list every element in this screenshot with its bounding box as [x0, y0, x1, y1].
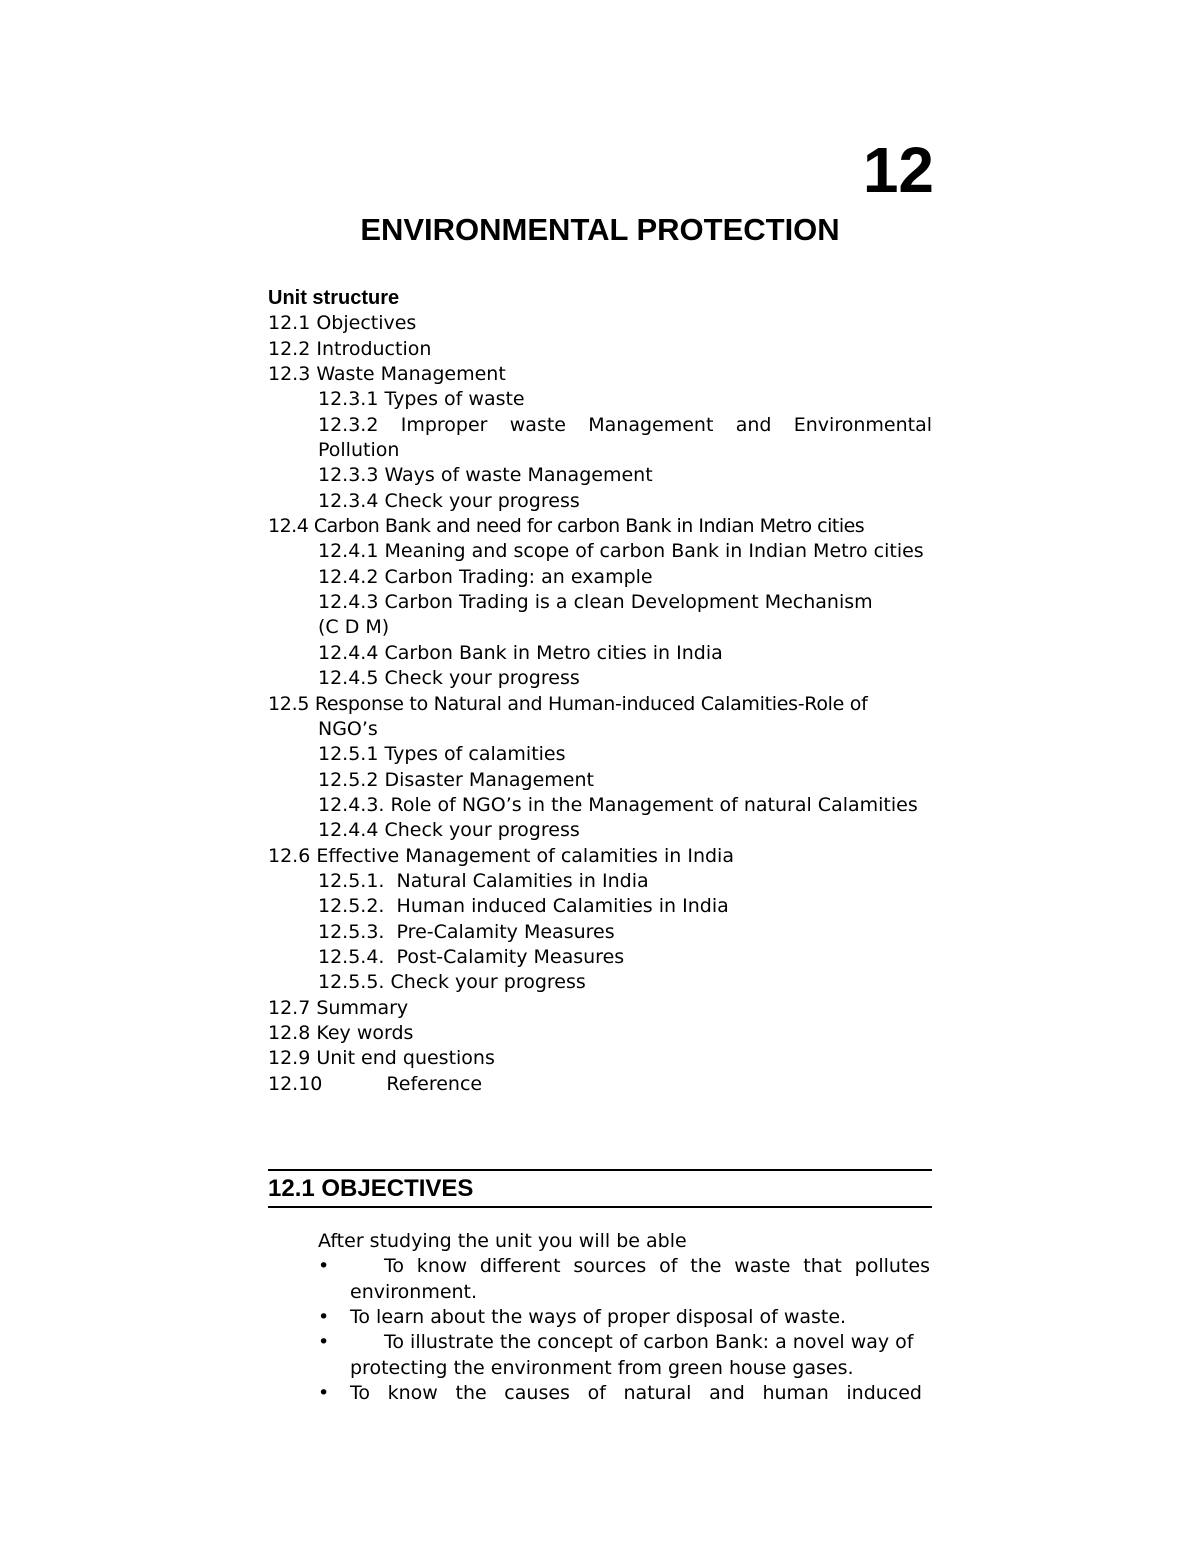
chapter-title: ENVIRONMENTAL PROTECTION: [360, 212, 840, 247]
section-rule-top: [268, 1169, 932, 1171]
objective-text: To illustrate the concept of carbon Bank: a novel way of protecting the environment from green house gases.: [350, 1331, 914, 1379]
toc-item: 12.1 Objectives: [268, 312, 417, 335]
bullet-icon: •: [318, 1255, 330, 1278]
toc-subitem: 12.5.1. Natural Calamities in India: [318, 869, 649, 892]
toc-item-continuation: NGO’s: [318, 717, 378, 740]
bullet-icon: •: [318, 1306, 330, 1329]
toc-item: 12.8 Key words: [268, 1021, 414, 1044]
toc-item: 12.6 Effective Management of calamities in India: [268, 844, 734, 867]
toc-subitem: 12.4.5 Check your progress: [318, 667, 580, 690]
toc-item: [268, 1072, 932, 1097]
toc-subitem: 12.5.2 Disaster Management: [318, 768, 594, 791]
toc-subitem: 12.4.4 Check your progress: [318, 819, 580, 842]
unit-structure: [268, 286, 932, 1097]
toc-subitem: (C D M): [318, 616, 390, 639]
unit-structure-heading: Unit structure: [268, 287, 400, 309]
toc-item: 12.5 Response to Natural and Human-induced Calamities-Role of: [268, 692, 868, 715]
toc-subitem: 12.5.3. Pre-Calamity Measures: [318, 920, 615, 943]
toc-subitem: 12.3.2 Improper waste Management and Environmental Pollution: [318, 413, 932, 462]
toc-subitem: 12.5.2. Human induced Calamities in India: [318, 895, 729, 918]
bullet-icon: •: [318, 1382, 330, 1405]
objective-text: To know the causes of natural and human induced: [350, 1382, 922, 1405]
section-heading-objectives: 12.1 OBJECTIVES: [268, 1175, 474, 1202]
toc-item: 12.3 Waste Management: [268, 363, 506, 386]
chapter-number: 12: [862, 134, 934, 206]
objectives-intro: After studying the unit you will be able: [318, 1230, 687, 1252]
toc-subitem: 12.4.3 Carbon Trading is a clean Development Mechanism: [318, 591, 873, 614]
toc-item: 12.9 Unit end questions: [268, 1047, 495, 1070]
toc-item: 12.7 Summary: [268, 996, 409, 1019]
section-rule-bottom: [268, 1206, 932, 1208]
toc-subitem: 12.5.1 Types of calamities: [318, 743, 566, 766]
toc-subitem: 12.4.2 Carbon Trading: an example: [318, 565, 653, 588]
toc-subitem: 12.3.1 Types of waste: [318, 388, 525, 411]
toc-item: 12.4 Carbon Bank and need for carbon Bank in Indian Metro cities: [268, 515, 865, 538]
toc-subitem: 12.4.3. Role of NGO’s in the Management of natural Calamities: [318, 793, 918, 816]
objectives-body: [318, 1229, 930, 1406]
toc-subitem: 12.5.5. Check your progress: [318, 971, 586, 994]
toc-subitem: 12.4.4 Carbon Bank in Metro cities in India: [318, 641, 723, 664]
toc-subitem: 12.3.4 Check your progress: [318, 489, 580, 512]
toc-subitem: 12.5.4. Post-Calamity Measures: [318, 945, 625, 968]
objective-item: [318, 1254, 930, 1305]
objective-text: To know different sources of the waste that pollutes environment.: [350, 1255, 930, 1303]
toc-item: 12.2 Introduction: [268, 337, 432, 360]
toc-item-number: 12.10: [268, 1072, 323, 1095]
toc-item-label: Reference: [386, 1072, 483, 1095]
toc-subitem: 12.3.3 Ways of waste Management: [318, 464, 653, 487]
toc-subitem: 12.4.1 Meaning and scope of carbon Bank in Indian Metro cities: [318, 540, 924, 563]
objective-item: [318, 1381, 930, 1406]
bullet-icon: •: [318, 1331, 330, 1354]
objective-item: [318, 1330, 930, 1381]
objective-item: [318, 1305, 930, 1330]
objective-text: To learn about the ways of proper disposal of waste.: [350, 1306, 847, 1329]
